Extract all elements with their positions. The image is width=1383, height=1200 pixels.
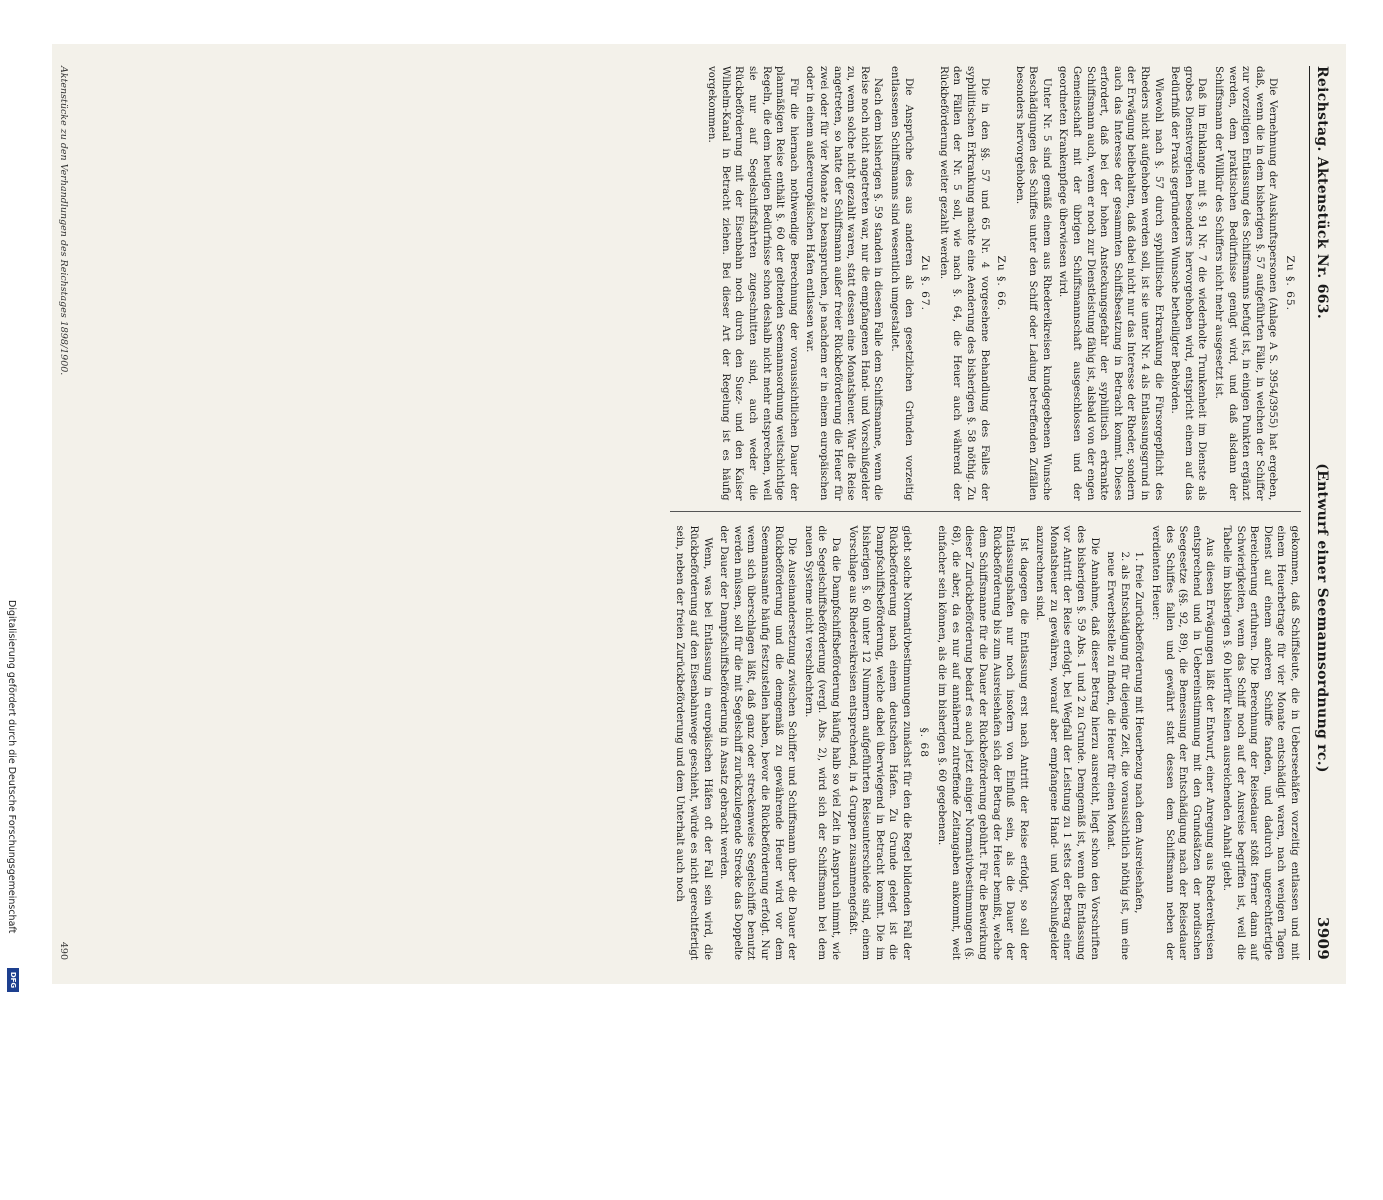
paragraph: Die in den §§. 57 und 65 Nr. 4 vorgesehene Behandlung des Falles der syphilitischen Erkrankung machte eine Aenderung des bisherigen §. 58 nöthig. Zu den Fällen der Nr. 5 soll, wie nach §. 64, die Heuer auch während der Rückbeförderung weiter gezahlt werden. bbox=[937, 66, 990, 501]
paragraph: Die Vernehmung der Auskunftspersonen (Anlage A S. 3954/3955) hat ergeben, daß, wenn die in dem bisherigen §. 57 aufgeführten Fälle, in welchen der Schiffer zur vorzeitigen Entlassung des Schiffsmanns befugt ist, in einigen Punkten ergänzt werden, dem praktischen Bedürfnisse genügt wird, und daß alsdann der Schiffsmann der Willkür des Schiffers nicht mehr ausgesetzt ist. bbox=[1213, 66, 1279, 501]
footer-source: Aktenstücke zu den Verhandlungen des Reichstages 1898/1900. bbox=[58, 66, 69, 376]
page-footer bbox=[58, 66, 69, 960]
dfg-logo: DFG bbox=[7, 968, 19, 992]
header-left: Reichstag. Aktenstück Nr. 663. bbox=[1314, 66, 1330, 319]
paragraph: giebt solche Normativbestimmungen zunächst für den die Regel bildenden Fall der Rückbeförderung nach einem deutschen Hafen. Zu Grunde gelegt ist die Dampfschiffsbeförderung, welche dabei überwiegend in Betracht kommt. Die im bisherigen §. 60 unter 12 Nummern aufgeführten Reiseunterschiede sind, einem Vorschlage aus Rhedereikreisen entsprechend, in 4 Gruppen zusammengefaßt. bbox=[846, 525, 912, 960]
paragraph: Die Annahme, daß dieser Betrag hierzu ausreicht, liegt schon den Vorschriften des bisherigen §. 59 Abs. 1 und 2 zu Grunde. Demgemäß ist, wenn die Entlassung vor Antritt der Reise erfolgt, bei Wegfall der Leistung zu 1 stets der Betrag einer Monatsheuer zu gewähren, worauf aber empfangene Hand- und Vorschußgelder anzurechnen sind. bbox=[1034, 525, 1100, 960]
paragraph: Daß im Einklange mit §. 91 Nr. 7 die wiederholte Trunkenheit im Dienste als grobes Dienstvergehen besonders hervorgehoben wird, entspricht einem auf das Bedürfniß der Praxis gegründeten Wunsche betheiligter Behörden. bbox=[1169, 66, 1208, 501]
text-columns bbox=[670, 66, 1301, 960]
entitlement-list bbox=[1104, 526, 1146, 961]
page-content bbox=[52, 44, 1346, 984]
list-item: 1. freie Zurückbeförderung mit Heuerbezug nach dem Ausreisehafen, bbox=[1133, 551, 1145, 914]
sheet-number: 490 bbox=[58, 941, 69, 960]
paragraph: gekommen, daß Schiffsleute, die in Ueberseehäfen vorzeitig entlassen und mit einem Heuerbetrage für vier Monate entschädigt waren, nach wenigen Tagen Dienst auf einem anderen Schiffe fanden, und dadurch ungerechtfertigte Bereicherung erfuhren. Die Berechnung der Reisedauer stößt ferner dann auf Schwierigkeiten, wenn das Schiff noch auf der Ausreise begriffen ist, weil die Tabelle im bisherigen §. 60 hierfür keinen ausreichenden Anhalt giebt. bbox=[1221, 525, 1300, 960]
paragraph: Für die hiernach nothwendige Berechnung der voraussichtlichen Dauer der planmäßigen Reise enthält §. 60 der geltenden Seemannsordnung weitschichtige Regeln, die dem heutigen Bedürfnisse schon deshalb nicht mehr entsprechen, weil sie nur auf Segelschiffsfahrten zugeschnitten sind, auch weder die Rückbeförderung mit der Eisenbahn noch durch den Suez- und den Kaiser Wilhelm-Kanal in Betracht ziehen. Bei dieser Art der Regelung ist es häufig vorgekommen. bbox=[706, 66, 799, 501]
section-heading-68: §. 68 bbox=[917, 727, 930, 758]
section-heading-65: Zu §. 65. bbox=[1284, 255, 1296, 311]
paragraph: Wenn, was bei Entlassung in europäischen Häfen oft der Fall sein wird, die Rückbeförderung auf den Eisenbahnwege geschieht, würde es nicht gerechtfertigt sein, neben der freien Zurückbeförderung und dem Unterhalt auch noch bbox=[674, 525, 713, 960]
paragraph: Aus diesen Erwägungen läßt der Entwurf, einer Anregung aus Rhedereikreisen entsprechend und in Uebereinstimmung mit den Grundsätzen der nordischen Seegesetze (§§. 92, 89), die Bemessung der Entschädigung nach der Reisedauer des Schiffes fallen und gewährt statt dessen dem Schiffsmann neben der verdienten Heuer: bbox=[1150, 525, 1216, 960]
right-column bbox=[670, 526, 1301, 961]
paragraph: Nach dem bisherigen §. 59 standen in diesem Falle dem Schiffsmanne, wenn die Reise noch nicht angetreten war, nur die empfangenen Hand- und Vorschußgelder zu, wenn solche nicht gezahlt waren, statt dessen eine Monatsheuer. War die Reise angetreten, so hatte der Schiffsmann außer freier Rückbeförderung die Heuer für zwei oder für vier Monate zu beanspruchen, je nachdem er in einem europäischen oder in einem außereuropäischen Hafen entlassen war. bbox=[804, 66, 884, 501]
list-item: 2. als Entschädigung für diejenige Zeit, die voraussichtlich nöthig ist, um eine neue Erwerbsstelle zu finden, die Heuer für einen Monat. bbox=[1105, 551, 1130, 960]
paragraph: Wiewohl nach §. 57 durch syphilitische Erkrankung die Fürsorgepflicht des Rheders nicht aufgehoben werden soll, ist sie unter Nr. 4 als Entlassungsgrund in der Erwägung beibehalten, daß dabei nicht nur das Interesse der Rheder, sondern auch das Interesse der gesammten Schiffsbesatzung in Betracht kommt. Dieses erfordert, daß bei der hohen Ansteckungsgefahr der syphilitisch erkrankte Schiffsmann auch, wenn er noch zur Dienstleistung fähig ist, alsbald von der engen Gemeinschaft mit der übrigen Schiffsmannschaft ausgeschlossen und der geordneten Krankenpflege überwiesen wird. bbox=[1057, 66, 1164, 501]
paragraph: Da die Dampfschiffsbeförderung häufig halb so viel Zeit in Anspruch nimmt, wie die Segelschiffsbeförderung (vergl. Abs. 2), wird sich der Schiffsmann bei dem neuen Systeme nicht verschlechtern. bbox=[802, 525, 841, 960]
page-number: 3909 bbox=[1314, 917, 1332, 960]
header-center: (Entwurf einer Seemannsordnung rc.) bbox=[1314, 463, 1330, 773]
paragraph: Ist dagegen die Entlassung erst nach Antritt der Reise erfolgt, so soll der Entlassungshafen nur noch insofern von Einfluß sein, als die Dauer der Rückbeförderung bis zum Ausreisehafen sich der Betrag der Heuer bemißt, welche dem Schiffsmanne für die Dauer der Rückbeförderung gebührt. Für die Bewirkung dieser Zurückbeförderung bedarf es auch jetzt einiger Normativbestimmungen (§. 68), die aber, da es nur auf annähernd zutreffende Zeitangaben ankommt, weit einfacher sein können, als die im bisherigen §. 60 gegebenen. bbox=[936, 525, 1029, 960]
page-header bbox=[1309, 66, 1332, 960]
section-heading-67: Zu §. 67. bbox=[919, 255, 932, 311]
left-column bbox=[670, 66, 1301, 512]
scanned-page bbox=[52, 44, 1346, 984]
paragraph: Unter Nr. 5 sind gemäß einem aus Rhedereikreisen kundgegebenen Wunsche Beschädigungen des Schiffes unter den Schiff oder Ladung betreffenden Zufällen besonders hervorgehoben. bbox=[1013, 66, 1052, 501]
paragraph: Die Auseinandersetzung zwischen Schiffer und Schiffsmann über die Dauer der Rückbeförderung und die demgemäß zu gewährende Heuer wird vor dem Seemannsamte häufig festzustellen haben, bevor die Rückbeförderung erfolgt. Nur wenn sich überschlagen läßt, daß ganz oder streckenweise Segelschiffe benutzt werden müssen, soll für die mit Segelschiff zurückzulegende Strecke das Doppelte der Dauer der Dampfschiffsbeförderung in Ansatz gebracht werden. bbox=[718, 525, 798, 960]
paragraph: Die Ansprüche des aus anderen als den gesetzlichen Gründen vorzeitig entlassenen Schiffsmanns sind wesentlich umgestaltet. bbox=[888, 66, 914, 501]
margin-credit bbox=[4, 0, 20, 1000]
digitization-credit: Digitalisierung gefördert durch die Deutsche Forschungsgemeinschaft bbox=[6, 600, 17, 934]
section-heading-66: Zu §. 66. bbox=[995, 255, 1008, 311]
